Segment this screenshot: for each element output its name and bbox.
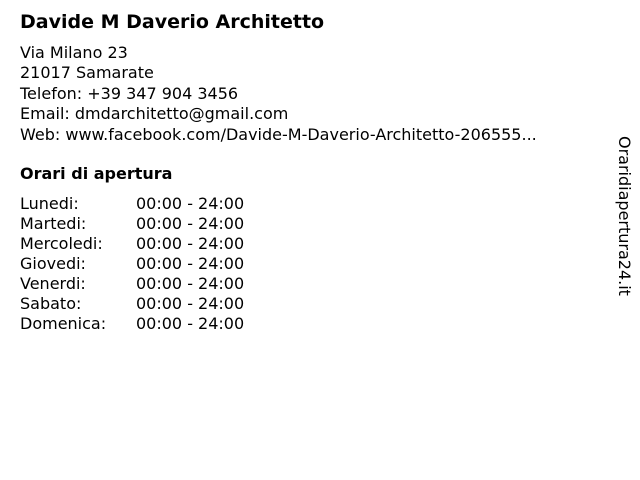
day-label: Sabato: <box>20 294 82 313</box>
email-address: Email: dmdarchitetto@gmail.com <box>20 104 289 124</box>
hours-row-saturday <box>20 294 244 314</box>
time-range: 00:00 - 24:00 <box>136 234 245 253</box>
hours-row-tuesday <box>20 214 244 234</box>
time-range: 00:00 - 24:00 <box>136 314 245 333</box>
day-label: Martedi: <box>20 214 87 233</box>
hours-row-monday <box>20 194 244 214</box>
hours-row-friday <box>20 274 244 294</box>
time-range: 00:00 - 24:00 <box>136 194 245 213</box>
city-postal: 21017 Samarate <box>20 63 154 83</box>
day-label: Domenica: <box>20 314 107 333</box>
contact-block <box>20 43 537 145</box>
time-range: 00:00 - 24:00 <box>136 254 245 273</box>
hours-row-thursday <box>20 254 244 274</box>
time-range: 00:00 - 24:00 <box>136 214 245 233</box>
website-link[interactable]: Web: www.facebook.com/Davide-M-Daverio-Architetto-206555... <box>20 124 537 144</box>
opening-hours-table <box>20 194 244 334</box>
hours-row-sunday <box>20 314 244 334</box>
day-label: Mercoledi: <box>20 234 103 253</box>
hours-row-wednesday <box>20 234 244 254</box>
opening-hours-heading: Orari di apertura <box>20 164 173 183</box>
time-range: 00:00 - 24:00 <box>136 294 245 313</box>
day-label: Venerdi: <box>20 274 86 293</box>
day-label: Giovedi: <box>20 254 86 273</box>
time-range: 00:00 - 24:00 <box>136 274 245 293</box>
phone-number: Telefon: +39 347 904 3456 <box>20 83 239 103</box>
site-brand-vertical: Oraridiapertura24.it <box>615 136 634 296</box>
business-name: Davide M Daverio Architetto <box>20 11 325 33</box>
day-label: Lunedi: <box>20 194 79 213</box>
street-address: Via Milano 23 <box>20 43 128 62</box>
